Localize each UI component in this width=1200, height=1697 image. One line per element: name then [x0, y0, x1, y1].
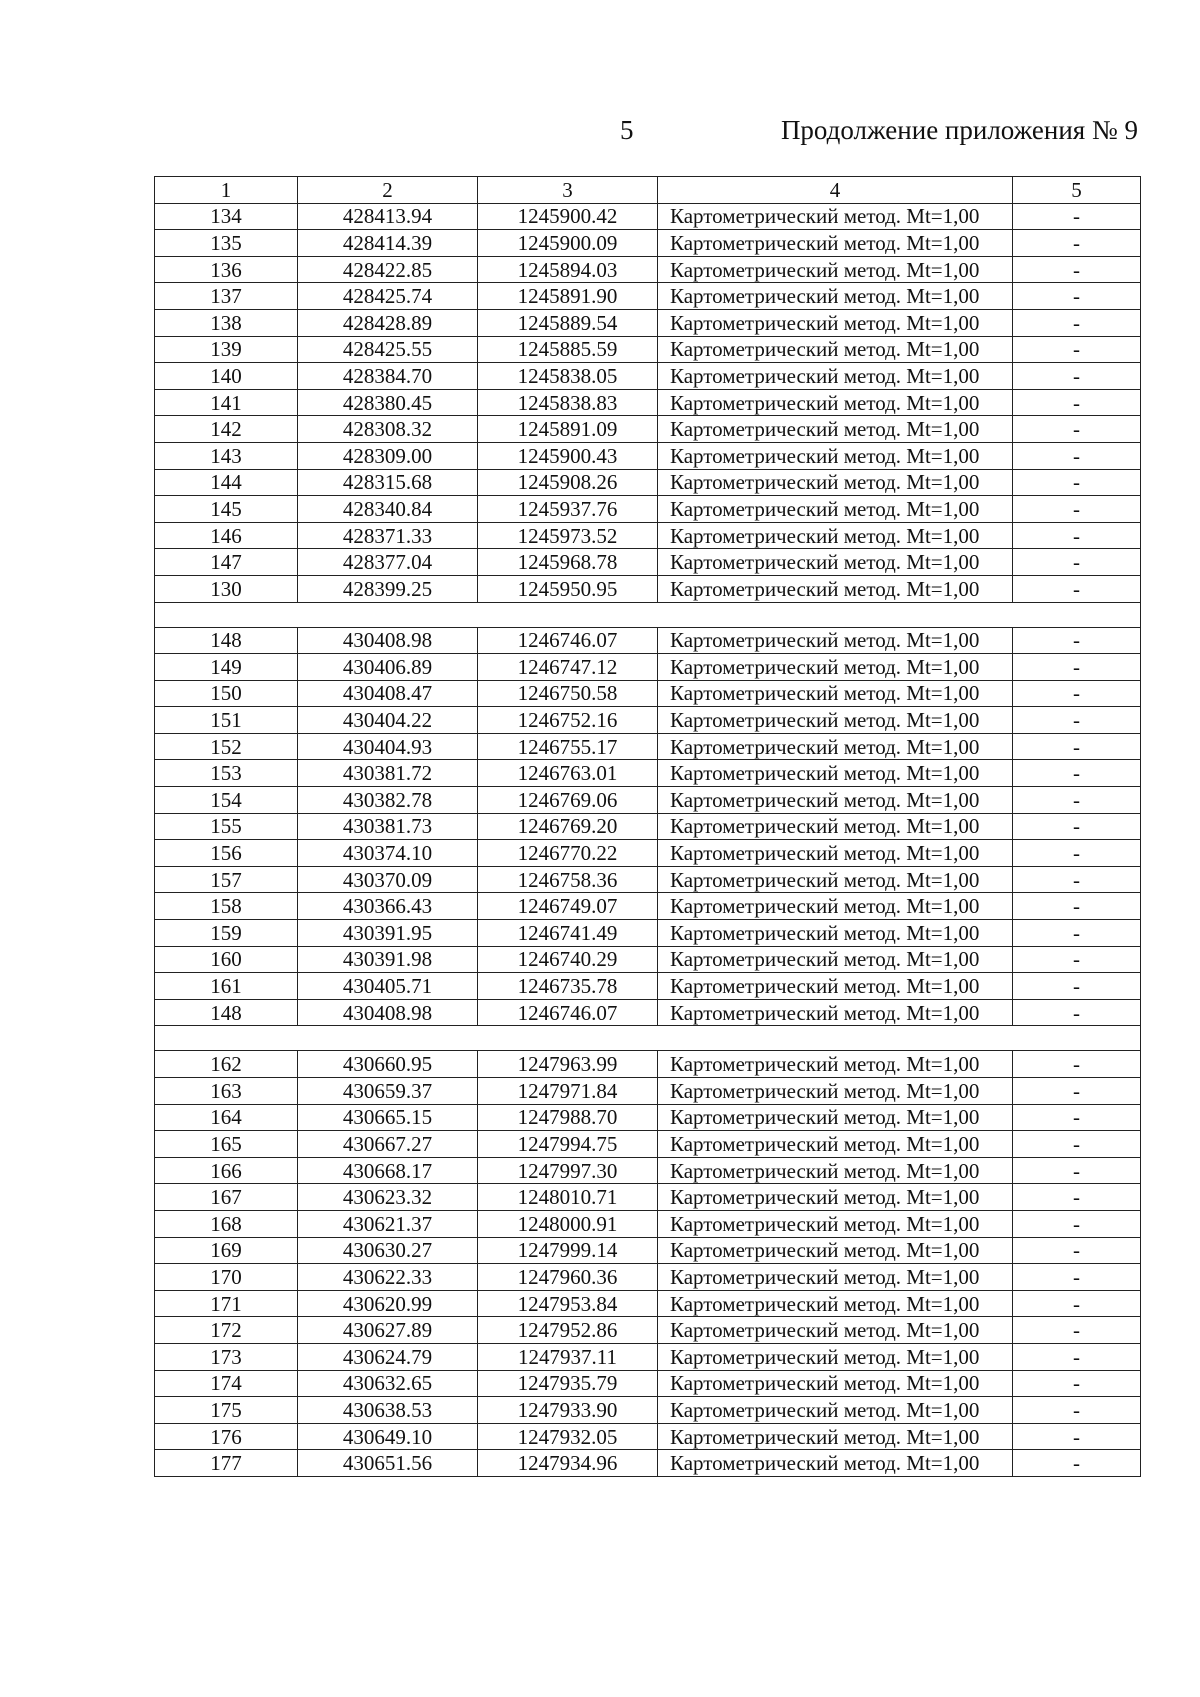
method-cell: Картометрический метод. Mt=1,00	[658, 469, 1013, 496]
table-row	[155, 203, 1141, 230]
method-cell: Картометрический метод. Mt=1,00	[658, 203, 1013, 230]
y-coordinate-cell: 1246746.07	[478, 627, 658, 654]
method-cell: Картометрический метод. Mt=1,00	[658, 946, 1013, 973]
note-cell: -	[1013, 787, 1141, 814]
method-cell: Картометрический метод. Mt=1,00	[658, 1157, 1013, 1184]
x-coordinate-cell: 430622.33	[298, 1264, 478, 1291]
table-row	[155, 627, 1141, 654]
method-cell: Картометрический метод. Mt=1,00	[658, 973, 1013, 1000]
point-number-cell: 162	[155, 1051, 298, 1078]
note-cell: -	[1013, 1078, 1141, 1105]
y-coordinate-cell: 1245891.90	[478, 283, 658, 310]
note-cell: -	[1013, 1423, 1141, 1450]
method-cell: Картометрический метод. Mt=1,00	[658, 283, 1013, 310]
y-coordinate-cell: 1247997.30	[478, 1157, 658, 1184]
method-cell: Картометрический метод. Mt=1,00	[658, 1370, 1013, 1397]
note-cell: -	[1013, 1450, 1141, 1477]
y-coordinate-cell: 1245885.59	[478, 336, 658, 363]
x-coordinate-cell: 428308.32	[298, 416, 478, 443]
method-cell: Картометрический метод. Mt=1,00	[658, 1184, 1013, 1211]
point-number-cell: 149	[155, 654, 298, 681]
note-cell: -	[1013, 1343, 1141, 1370]
note-cell: -	[1013, 1237, 1141, 1264]
y-coordinate-cell: 1248010.71	[478, 1184, 658, 1211]
method-cell: Картометрический метод. Mt=1,00	[658, 733, 1013, 760]
method-cell: Картометрический метод. Mt=1,00	[658, 1264, 1013, 1291]
x-coordinate-cell: 428384.70	[298, 363, 478, 390]
point-number-cell: 146	[155, 522, 298, 549]
y-coordinate-cell: 1247935.79	[478, 1370, 658, 1397]
table-row	[155, 1104, 1141, 1131]
table-row	[155, 1343, 1141, 1370]
note-cell: -	[1013, 707, 1141, 734]
note-cell: -	[1013, 866, 1141, 893]
y-coordinate-cell: 1245900.43	[478, 442, 658, 469]
separator-cell	[155, 1026, 1141, 1051]
note-cell: -	[1013, 1290, 1141, 1317]
method-cell: Картометрический метод. Mt=1,00	[658, 1051, 1013, 1078]
table-row	[155, 230, 1141, 257]
note-cell: -	[1013, 1317, 1141, 1344]
note-cell: -	[1013, 363, 1141, 390]
point-number-cell: 144	[155, 469, 298, 496]
note-cell: -	[1013, 920, 1141, 947]
point-number-cell: 172	[155, 1317, 298, 1344]
method-cell: Картометрический метод. Mt=1,00	[658, 522, 1013, 549]
table-row	[155, 1397, 1141, 1424]
y-coordinate-cell: 1247933.90	[478, 1397, 658, 1424]
point-number-cell: 134	[155, 203, 298, 230]
note-cell: -	[1013, 256, 1141, 283]
y-coordinate-cell: 1246747.12	[478, 654, 658, 681]
table-row	[155, 946, 1141, 973]
x-coordinate-cell: 430632.65	[298, 1370, 478, 1397]
x-coordinate-cell: 430408.98	[298, 999, 478, 1026]
point-number-cell: 152	[155, 733, 298, 760]
table-row	[155, 893, 1141, 920]
y-coordinate-cell: 1247994.75	[478, 1131, 658, 1158]
method-cell: Картометрический метод. Mt=1,00	[658, 840, 1013, 867]
method-cell: Картометрический метод. Mt=1,00	[658, 1423, 1013, 1450]
y-coordinate-cell: 1247953.84	[478, 1290, 658, 1317]
table-row	[155, 416, 1141, 443]
method-cell: Картометрический метод. Mt=1,00	[658, 416, 1013, 443]
point-number-cell: 174	[155, 1370, 298, 1397]
column-header: 2	[298, 177, 478, 204]
x-coordinate-cell: 430404.93	[298, 733, 478, 760]
note-cell: -	[1013, 389, 1141, 416]
point-number-cell: 176	[155, 1423, 298, 1450]
point-number-cell: 164	[155, 1104, 298, 1131]
note-cell: -	[1013, 336, 1141, 363]
y-coordinate-cell: 1246749.07	[478, 893, 658, 920]
point-number-cell: 166	[155, 1157, 298, 1184]
x-coordinate-cell: 428371.33	[298, 522, 478, 549]
note-cell: -	[1013, 760, 1141, 787]
y-coordinate-cell: 1246735.78	[478, 973, 658, 1000]
x-coordinate-cell: 430649.10	[298, 1423, 478, 1450]
y-coordinate-cell: 1245900.42	[478, 203, 658, 230]
method-cell: Картометрический метод. Mt=1,00	[658, 707, 1013, 734]
y-coordinate-cell: 1245908.26	[478, 469, 658, 496]
x-coordinate-cell: 430374.10	[298, 840, 478, 867]
y-coordinate-cell: 1245838.05	[478, 363, 658, 390]
point-number-cell: 170	[155, 1264, 298, 1291]
y-coordinate-cell: 1245937.76	[478, 496, 658, 523]
table-row	[155, 1078, 1141, 1105]
point-number-cell: 163	[155, 1078, 298, 1105]
separator-cell	[155, 602, 1141, 627]
note-cell: -	[1013, 496, 1141, 523]
page-number: 5	[620, 115, 634, 145]
method-cell: Картометрический метод. Mt=1,00	[658, 230, 1013, 257]
table-separator-row	[155, 1026, 1141, 1051]
point-number-cell: 158	[155, 893, 298, 920]
point-number-cell: 155	[155, 813, 298, 840]
point-number-cell: 137	[155, 283, 298, 310]
x-coordinate-cell: 428377.04	[298, 549, 478, 576]
x-coordinate-cell: 428428.89	[298, 309, 478, 336]
table-row	[155, 442, 1141, 469]
method-cell: Картометрический метод. Mt=1,00	[658, 760, 1013, 787]
point-number-cell: 153	[155, 760, 298, 787]
table-row	[155, 522, 1141, 549]
x-coordinate-cell: 430638.53	[298, 1397, 478, 1424]
x-coordinate-cell: 430391.95	[298, 920, 478, 947]
point-number-cell: 130	[155, 575, 298, 602]
point-number-cell: 141	[155, 389, 298, 416]
note-cell: -	[1013, 654, 1141, 681]
note-cell: -	[1013, 946, 1141, 973]
table-row	[155, 389, 1141, 416]
table-row	[155, 760, 1141, 787]
x-coordinate-cell: 430404.22	[298, 707, 478, 734]
method-cell: Картометрический метод. Mt=1,00	[658, 920, 1013, 947]
point-number-cell: 138	[155, 309, 298, 336]
x-coordinate-cell: 430370.09	[298, 866, 478, 893]
note-cell: -	[1013, 1051, 1141, 1078]
y-coordinate-cell: 1247963.99	[478, 1051, 658, 1078]
table-row	[155, 1423, 1141, 1450]
point-number-cell: 168	[155, 1210, 298, 1237]
note-cell: -	[1013, 575, 1141, 602]
note-cell: -	[1013, 840, 1141, 867]
table-row	[155, 1184, 1141, 1211]
y-coordinate-cell: 1246758.36	[478, 866, 658, 893]
method-cell: Картометрический метод. Mt=1,00	[658, 813, 1013, 840]
table-row	[155, 999, 1141, 1026]
table-row	[155, 1237, 1141, 1264]
y-coordinate-cell: 1247937.11	[478, 1343, 658, 1370]
y-coordinate-cell: 1246755.17	[478, 733, 658, 760]
method-cell: Картометрический метод. Mt=1,00	[658, 389, 1013, 416]
table-row	[155, 866, 1141, 893]
table-row	[155, 496, 1141, 523]
y-coordinate-cell: 1246769.20	[478, 813, 658, 840]
x-coordinate-cell: 430667.27	[298, 1131, 478, 1158]
y-coordinate-cell: 1245968.78	[478, 549, 658, 576]
method-cell: Картометрический метод. Mt=1,00	[658, 1397, 1013, 1424]
table-row	[155, 1051, 1141, 1078]
method-cell: Картометрический метод. Mt=1,00	[658, 363, 1013, 390]
method-cell: Картометрический метод. Mt=1,00	[658, 1210, 1013, 1237]
method-cell: Картометрический метод. Mt=1,00	[658, 627, 1013, 654]
coordinates-table	[154, 176, 1141, 1477]
x-coordinate-cell: 430620.99	[298, 1290, 478, 1317]
method-cell: Картометрический метод. Mt=1,00	[658, 496, 1013, 523]
table-row	[155, 256, 1141, 283]
x-coordinate-cell: 430381.72	[298, 760, 478, 787]
table-row	[155, 1131, 1141, 1158]
x-coordinate-cell: 430382.78	[298, 787, 478, 814]
y-coordinate-cell: 1246750.58	[478, 680, 658, 707]
column-header: 3	[478, 177, 658, 204]
x-coordinate-cell: 430408.47	[298, 680, 478, 707]
table-row	[155, 1450, 1141, 1477]
method-cell: Картометрический метод. Mt=1,00	[658, 893, 1013, 920]
note-cell: -	[1013, 733, 1141, 760]
method-cell: Картометрический метод. Mt=1,00	[658, 575, 1013, 602]
x-coordinate-cell: 428414.39	[298, 230, 478, 257]
point-number-cell: 175	[155, 1397, 298, 1424]
table-row	[155, 575, 1141, 602]
point-number-cell: 159	[155, 920, 298, 947]
note-cell: -	[1013, 1210, 1141, 1237]
x-coordinate-cell: 428380.45	[298, 389, 478, 416]
x-coordinate-cell: 428422.85	[298, 256, 478, 283]
page-title: Продолжение приложения № 9	[780, 115, 1138, 145]
point-number-cell: 135	[155, 230, 298, 257]
note-cell: -	[1013, 1104, 1141, 1131]
table-row	[155, 707, 1141, 734]
method-cell: Картометрический метод. Mt=1,00	[658, 1104, 1013, 1131]
y-coordinate-cell: 1246769.06	[478, 787, 658, 814]
table-row	[155, 973, 1141, 1000]
method-cell: Картометрический метод. Mt=1,00	[658, 442, 1013, 469]
note-cell: -	[1013, 442, 1141, 469]
column-header: 4	[658, 177, 1013, 204]
note-cell: -	[1013, 813, 1141, 840]
table-row	[155, 1210, 1141, 1237]
point-number-cell: 136	[155, 256, 298, 283]
note-cell: -	[1013, 469, 1141, 496]
y-coordinate-cell: 1245894.03	[478, 256, 658, 283]
point-number-cell: 143	[155, 442, 298, 469]
column-header: 1	[155, 177, 298, 204]
note-cell: -	[1013, 309, 1141, 336]
point-number-cell: 145	[155, 496, 298, 523]
table-row	[155, 813, 1141, 840]
x-coordinate-cell: 428399.25	[298, 575, 478, 602]
x-coordinate-cell: 430408.98	[298, 627, 478, 654]
y-coordinate-cell: 1245950.95	[478, 575, 658, 602]
x-coordinate-cell: 430381.73	[298, 813, 478, 840]
y-coordinate-cell: 1247999.14	[478, 1237, 658, 1264]
y-coordinate-cell: 1247952.86	[478, 1317, 658, 1344]
method-cell: Картометрический метод. Mt=1,00	[658, 787, 1013, 814]
y-coordinate-cell: 1248000.91	[478, 1210, 658, 1237]
table-row	[155, 309, 1141, 336]
table-row	[155, 1370, 1141, 1397]
method-cell: Картометрический метод. Mt=1,00	[658, 1290, 1013, 1317]
point-number-cell: 151	[155, 707, 298, 734]
x-coordinate-cell: 430366.43	[298, 893, 478, 920]
method-cell: Картометрический метод. Mt=1,00	[658, 1237, 1013, 1264]
table-row	[155, 787, 1141, 814]
method-cell: Картометрический метод. Mt=1,00	[658, 1450, 1013, 1477]
method-cell: Картометрический метод. Mt=1,00	[658, 1343, 1013, 1370]
table-header-row	[155, 177, 1141, 204]
x-coordinate-cell: 428413.94	[298, 203, 478, 230]
method-cell: Картометрический метод. Mt=1,00	[658, 1078, 1013, 1105]
note-cell: -	[1013, 680, 1141, 707]
point-number-cell: 150	[155, 680, 298, 707]
point-number-cell: 169	[155, 1237, 298, 1264]
x-coordinate-cell: 430630.27	[298, 1237, 478, 1264]
table-row	[155, 549, 1141, 576]
x-coordinate-cell: 430660.95	[298, 1051, 478, 1078]
point-number-cell: 139	[155, 336, 298, 363]
y-coordinate-cell: 1245891.09	[478, 416, 658, 443]
point-number-cell: 148	[155, 627, 298, 654]
table-row	[155, 733, 1141, 760]
y-coordinate-cell: 1245838.83	[478, 389, 658, 416]
x-coordinate-cell: 430665.15	[298, 1104, 478, 1131]
method-cell: Картометрический метод. Mt=1,00	[658, 549, 1013, 576]
x-coordinate-cell: 428340.84	[298, 496, 478, 523]
point-number-cell: 140	[155, 363, 298, 390]
x-coordinate-cell: 428425.55	[298, 336, 478, 363]
point-number-cell: 173	[155, 1343, 298, 1370]
table-row	[155, 469, 1141, 496]
y-coordinate-cell: 1246763.01	[478, 760, 658, 787]
y-coordinate-cell: 1245900.09	[478, 230, 658, 257]
x-coordinate-cell: 430621.37	[298, 1210, 478, 1237]
note-cell: -	[1013, 1370, 1141, 1397]
x-coordinate-cell: 430668.17	[298, 1157, 478, 1184]
x-coordinate-cell: 430624.79	[298, 1343, 478, 1370]
point-number-cell: 160	[155, 946, 298, 973]
table-row	[155, 283, 1141, 310]
x-coordinate-cell: 428309.00	[298, 442, 478, 469]
point-number-cell: 157	[155, 866, 298, 893]
table-row	[155, 336, 1141, 363]
y-coordinate-cell: 1246746.07	[478, 999, 658, 1026]
point-number-cell: 156	[155, 840, 298, 867]
note-cell: -	[1013, 522, 1141, 549]
x-coordinate-cell: 430623.32	[298, 1184, 478, 1211]
point-number-cell: 161	[155, 973, 298, 1000]
table-row	[155, 1290, 1141, 1317]
y-coordinate-cell: 1247960.36	[478, 1264, 658, 1291]
method-cell: Картометрический метод. Mt=1,00	[658, 999, 1013, 1026]
point-number-cell: 167	[155, 1184, 298, 1211]
y-coordinate-cell: 1247971.84	[478, 1078, 658, 1105]
y-coordinate-cell: 1245889.54	[478, 309, 658, 336]
y-coordinate-cell: 1247988.70	[478, 1104, 658, 1131]
note-cell: -	[1013, 1157, 1141, 1184]
note-cell: -	[1013, 1264, 1141, 1291]
y-coordinate-cell: 1246770.22	[478, 840, 658, 867]
table-row	[155, 680, 1141, 707]
table-row	[155, 1157, 1141, 1184]
note-cell: -	[1013, 1184, 1141, 1211]
point-number-cell: 154	[155, 787, 298, 814]
note-cell: -	[1013, 203, 1141, 230]
point-number-cell: 177	[155, 1450, 298, 1477]
table-row	[155, 1264, 1141, 1291]
point-number-cell: 148	[155, 999, 298, 1026]
point-number-cell: 142	[155, 416, 298, 443]
point-number-cell: 147	[155, 549, 298, 576]
x-coordinate-cell: 428425.74	[298, 283, 478, 310]
table-row	[155, 363, 1141, 390]
note-cell: -	[1013, 1397, 1141, 1424]
x-coordinate-cell: 430405.71	[298, 973, 478, 1000]
point-number-cell: 171	[155, 1290, 298, 1317]
note-cell: -	[1013, 283, 1141, 310]
method-cell: Картометрический метод. Mt=1,00	[658, 1317, 1013, 1344]
y-coordinate-cell: 1246752.16	[478, 707, 658, 734]
x-coordinate-cell: 430391.98	[298, 946, 478, 973]
x-coordinate-cell: 428315.68	[298, 469, 478, 496]
y-coordinate-cell: 1245973.52	[478, 522, 658, 549]
note-cell: -	[1013, 549, 1141, 576]
method-cell: Картометрический метод. Mt=1,00	[658, 309, 1013, 336]
x-coordinate-cell: 430406.89	[298, 654, 478, 681]
note-cell: -	[1013, 1131, 1141, 1158]
x-coordinate-cell: 430627.89	[298, 1317, 478, 1344]
note-cell: -	[1013, 627, 1141, 654]
note-cell: -	[1013, 230, 1141, 257]
y-coordinate-cell: 1246740.29	[478, 946, 658, 973]
table-row	[155, 1317, 1141, 1344]
x-coordinate-cell: 430659.37	[298, 1078, 478, 1105]
table-separator-row	[155, 602, 1141, 627]
column-header: 5	[1013, 177, 1141, 204]
y-coordinate-cell: 1247934.96	[478, 1450, 658, 1477]
method-cell: Картометрический метод. Mt=1,00	[658, 256, 1013, 283]
x-coordinate-cell: 430651.56	[298, 1450, 478, 1477]
table-row	[155, 920, 1141, 947]
method-cell: Картометрический метод. Mt=1,00	[658, 1131, 1013, 1158]
table-row	[155, 840, 1141, 867]
y-coordinate-cell: 1247932.05	[478, 1423, 658, 1450]
note-cell: -	[1013, 973, 1141, 1000]
note-cell: -	[1013, 416, 1141, 443]
point-number-cell: 165	[155, 1131, 298, 1158]
method-cell: Картометрический метод. Mt=1,00	[658, 866, 1013, 893]
note-cell: -	[1013, 999, 1141, 1026]
table-body	[155, 203, 1141, 1476]
table-row	[155, 654, 1141, 681]
method-cell: Картометрический метод. Mt=1,00	[658, 336, 1013, 363]
method-cell: Картометрический метод. Mt=1,00	[658, 654, 1013, 681]
y-coordinate-cell: 1246741.49	[478, 920, 658, 947]
note-cell: -	[1013, 893, 1141, 920]
method-cell: Картометрический метод. Mt=1,00	[658, 680, 1013, 707]
